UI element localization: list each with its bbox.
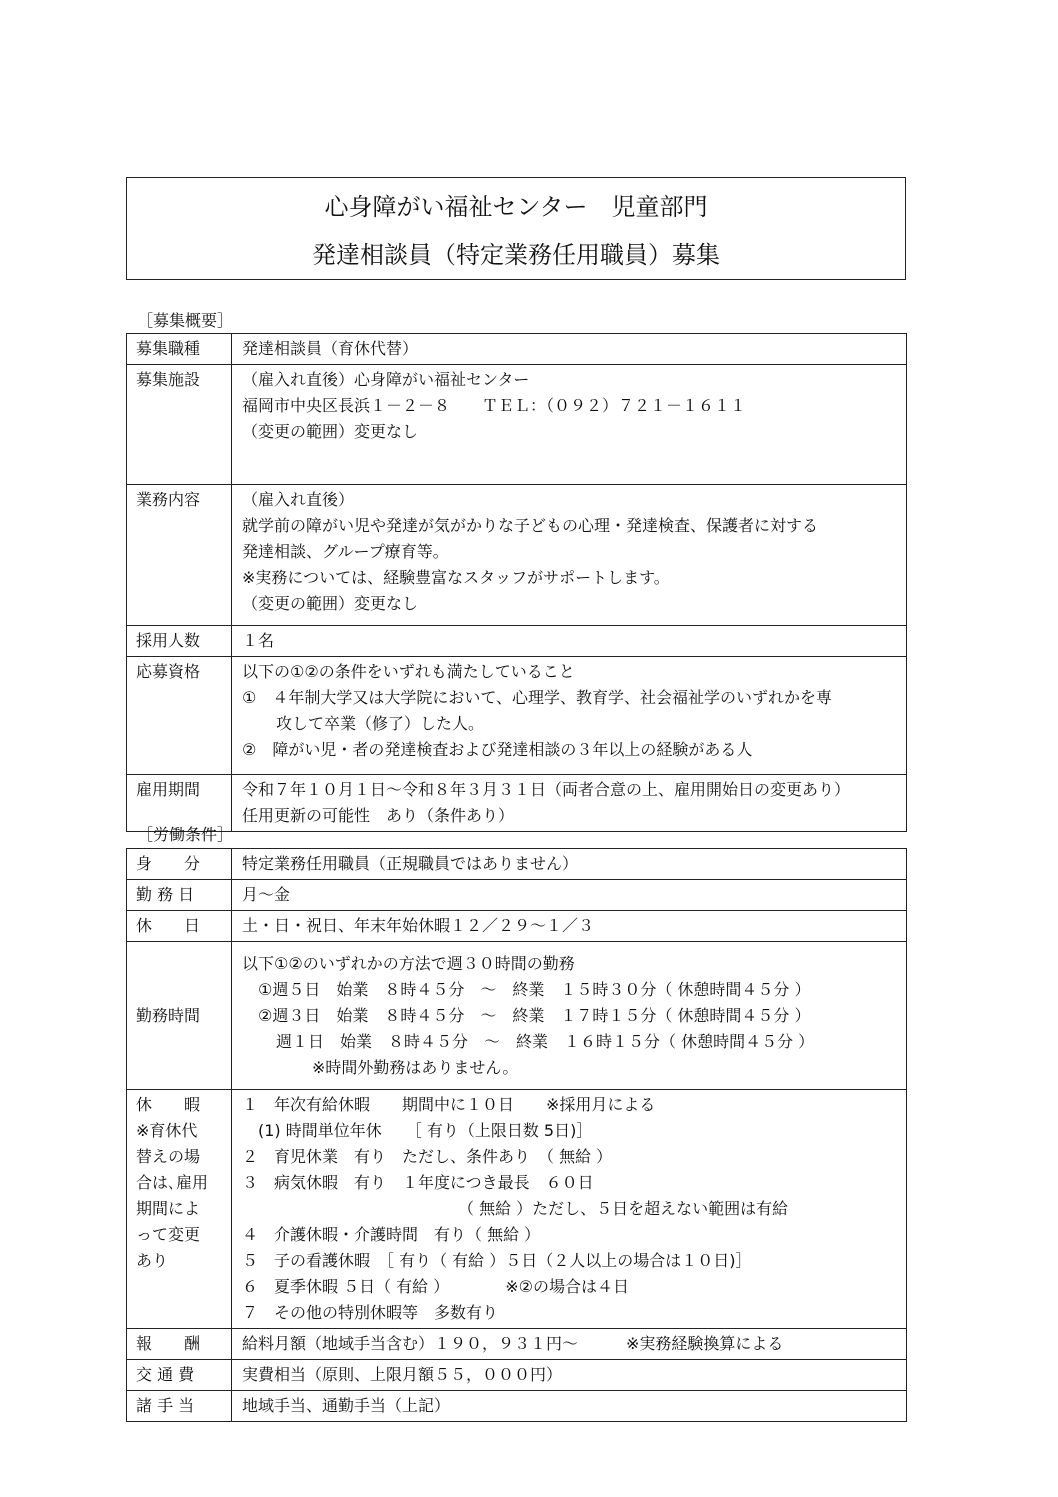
row-key: 勤 務 日 bbox=[127, 880, 232, 911]
table-row bbox=[127, 657, 907, 775]
table-row bbox=[127, 942, 907, 1090]
value-line: １名 bbox=[242, 631, 275, 650]
value-line: 就学前の障がい児や発達が気がかりな子どもの心理・発達検査、保護者に対する bbox=[242, 516, 819, 535]
value-line: 土・日・祝日、年末年始休暇１２／２９～１／３ bbox=[242, 916, 595, 935]
value-line: 特定業務任用職員（正規職員ではありません） bbox=[242, 854, 579, 873]
value-line: 給料月額（地域手当含む）１９０，９３１円～ ※実務経験換算による bbox=[242, 1334, 784, 1353]
value-line: 週１日 始業 ８時４５分 ～ 終業 １６時１５分（ 休憩時間４５分 ） bbox=[276, 1031, 815, 1051]
value-line: 地域手当、通勤手当（上記） bbox=[242, 1396, 451, 1415]
row-key: 勤務時間 bbox=[127, 942, 232, 1090]
value-line: （雇入れ直後）心身障がい福祉センター bbox=[242, 370, 530, 389]
value-line: （変更の範囲）変更なし bbox=[242, 594, 419, 613]
row-key: 交 通 費 bbox=[127, 1360, 232, 1391]
table-row bbox=[127, 880, 907, 911]
row-key: 休 暇 ※育休代 替えの場 合は､雇用 期間によ って変更 あり bbox=[127, 1090, 232, 1329]
value-line: １ 年次有給休暇 期間中に１０日 ※採用月による bbox=[242, 1095, 656, 1114]
overview-table bbox=[126, 333, 907, 832]
title-box bbox=[126, 177, 906, 280]
value-line: ６ 夏季休暇 ５日（ 有給 ） ※②の場合は４日 bbox=[242, 1277, 630, 1296]
value-line: ②週３日 始業 ８時４５分 ～ 終業 １７時１５分（ 休憩時間４５分 ） bbox=[258, 1005, 811, 1025]
row-value bbox=[232, 775, 907, 832]
table-row bbox=[127, 334, 907, 365]
row-key: 応募資格 bbox=[127, 657, 232, 775]
table-row bbox=[127, 1090, 907, 1329]
table-row bbox=[127, 1391, 907, 1422]
value-line: 攻して卒業（修了）した人。 bbox=[276, 714, 485, 733]
value-line: ４ 介護休暇・介護時間 有り（ 無給 ） bbox=[242, 1225, 541, 1244]
value-line: 実費相当（原則、上限月額５５，０００円） bbox=[242, 1365, 563, 1384]
row-key: 諸 手 当 bbox=[127, 1391, 232, 1422]
value-line: （雇入れ直後） bbox=[242, 490, 355, 509]
table-row bbox=[127, 911, 907, 942]
value-line: 令和７年１０月１日～令和８年３月３１日（両者合意の上、雇用開始日の変更あり） bbox=[242, 780, 851, 799]
row-value bbox=[232, 626, 907, 657]
row-value bbox=[232, 485, 907, 626]
value-line: 発達相談員（育休代替） bbox=[242, 339, 419, 358]
row-value bbox=[232, 1090, 907, 1329]
title-line-1: 心身障がい福祉センター 児童部門 bbox=[324, 193, 708, 221]
value-line: ７ その他の特別休暇等 多数有り bbox=[242, 1303, 499, 1322]
table-row bbox=[127, 849, 907, 880]
value-line: （ 無給 ）ただし、５日を超えない範囲は有給 bbox=[458, 1199, 789, 1218]
table-row bbox=[127, 485, 907, 626]
value-line: 任用更新の可能性 あり（条件あり） bbox=[242, 806, 515, 825]
row-value bbox=[232, 911, 907, 942]
value-line: 発達相談、グループ療育等。 bbox=[242, 542, 449, 561]
row-value bbox=[232, 849, 907, 880]
conditions-table bbox=[126, 848, 907, 1422]
row-key: 業務内容 bbox=[127, 485, 232, 626]
row-value bbox=[232, 365, 907, 485]
row-value bbox=[232, 334, 907, 365]
value-line: ① ４年制大学又は大学院において、心理学、教育学、社会福祉学のいずれかを専 bbox=[242, 688, 833, 707]
value-line: ※実務については、経験豊富なスタッフがサポートします。 bbox=[242, 568, 670, 587]
value-line: (1) 時間単位年休 ［ 有り（上限日数 5日)］ bbox=[258, 1121, 593, 1140]
row-key: 募集施設 bbox=[127, 365, 232, 485]
row-value bbox=[232, 1329, 907, 1360]
row-key: 募集職種 bbox=[127, 334, 232, 365]
row-key: 身 分 bbox=[127, 849, 232, 880]
value-line: ② 障がい児・者の発達検査および発達相談の３年以上の経験がある人 bbox=[242, 740, 753, 759]
row-key: 採用人数 bbox=[127, 626, 232, 657]
value-line: ３ 病気休暇 有り １年度につき最長 ６０日 bbox=[242, 1173, 594, 1192]
row-value bbox=[232, 880, 907, 911]
value-line: 福岡市中央区長浜１－２－８ ＴＥＬ：（０９２）７２１－１６１１ bbox=[242, 396, 747, 415]
table-row bbox=[127, 775, 907, 832]
value-line: ５ 子の看護休暇 ［ 有り（ 有給 ）５日（２人以上の場合は１０日)］ bbox=[242, 1251, 752, 1270]
value-line: 以下の①②の条件をいずれも満たしていること bbox=[242, 662, 575, 681]
table-row bbox=[127, 626, 907, 657]
row-key: 雇用期間 bbox=[127, 775, 232, 832]
row-value bbox=[232, 942, 907, 1090]
table-row bbox=[127, 1360, 907, 1391]
row-value bbox=[232, 1360, 907, 1391]
value-line: ２ 育児休業 有り ただし、条件あり （ 無給 ） bbox=[242, 1147, 613, 1166]
table-row bbox=[127, 1329, 907, 1360]
table-row bbox=[127, 365, 907, 485]
value-line: 以下①②のいずれかの方法で週３０時間の勤務 bbox=[242, 953, 575, 973]
value-line: 月～金 bbox=[242, 885, 291, 904]
value-line: ※時間外勤務はありません。 bbox=[312, 1057, 519, 1077]
value-line: ①週５日 始業 ８時４５分 ～ 終業 １５時３０分（ 休憩時間４５分 ） bbox=[258, 979, 811, 999]
row-value bbox=[232, 1391, 907, 1422]
row-key: 休 日 bbox=[127, 911, 232, 942]
overview-section-label: ［募集概要］ bbox=[137, 311, 234, 330]
row-value bbox=[232, 657, 907, 775]
conditions-section-label: ［労働条件］ bbox=[137, 825, 234, 844]
row-key: 報 酬 bbox=[127, 1329, 232, 1360]
value-line: （変更の範囲）変更なし bbox=[242, 422, 419, 441]
title-line-2: 発達相談員（特定業務任用職員）募集 bbox=[312, 241, 720, 269]
